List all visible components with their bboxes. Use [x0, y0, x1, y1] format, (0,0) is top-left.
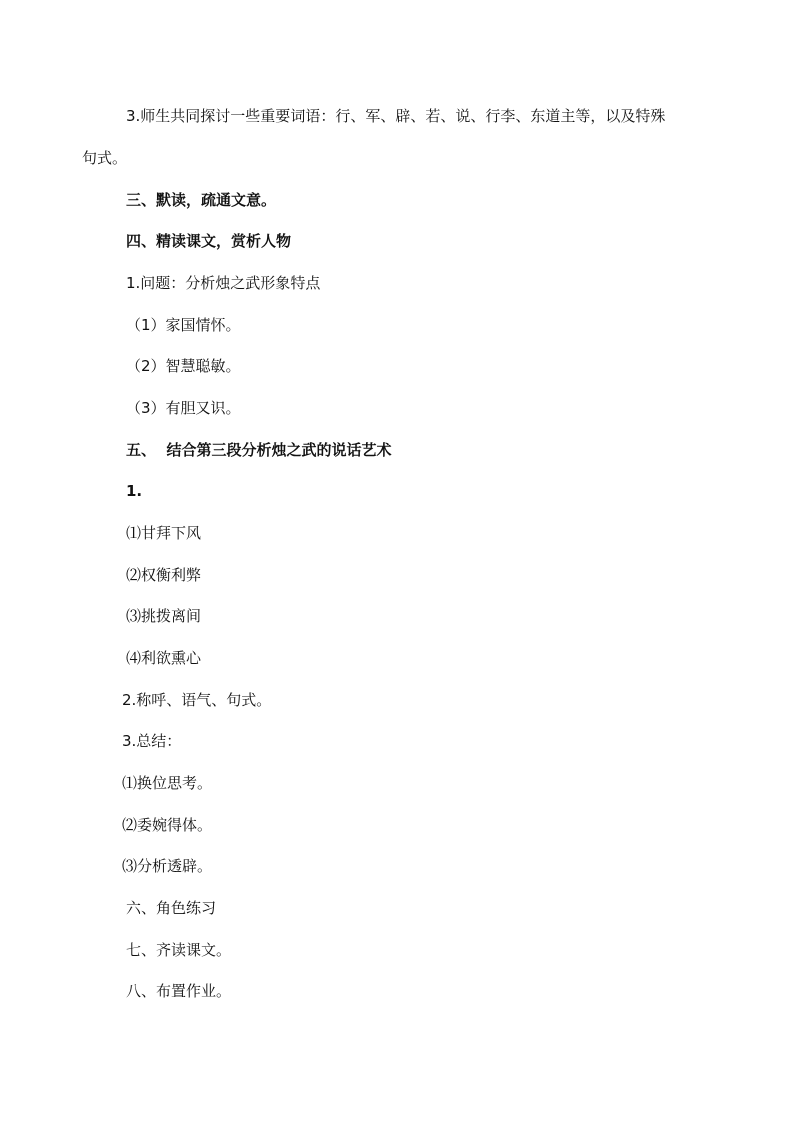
trait-item-2: （2）智慧聪敏。 — [126, 357, 241, 375]
heading-section-five-title: 析烛之武的说话艺术 — [256, 441, 392, 459]
summary-point-1: ⑴换位思考。 — [122, 774, 213, 792]
speech-point-4: ⑷利欲熏心 — [126, 649, 202, 667]
heading-section-three: 三、默读，疏通文意。 — [126, 191, 277, 209]
heading-section-six: 六、角色练习 — [126, 899, 217, 917]
trait-item-1: （1）家国情怀。 — [126, 316, 241, 334]
heading-section-eight: 八、布置作业。 — [126, 982, 232, 1000]
heading-section-seven: 七、齐读课文。 — [126, 941, 232, 959]
summary-point-2: ⑵委婉得体。 — [122, 816, 213, 834]
paragraph-vocabulary-continuation: 句式。 — [82, 149, 128, 167]
speech-point-3: ⑶挑拨离间 — [126, 607, 202, 625]
summary-point-3: ⑶分析透辟。 — [122, 857, 213, 875]
subheading-three: 3.总结： — [122, 732, 182, 750]
heading-section-five — [126, 440, 391, 460]
heading-section-five-prefix: 五、 结合第三段分 — [126, 441, 257, 459]
speech-point-1: ⑴甘拜下风 — [126, 524, 202, 542]
heading-section-four: 四、精读课文，赏析人物 — [126, 232, 292, 250]
question-character-traits: 1.问题：分析烛之武形象特点 — [126, 274, 321, 292]
trait-item-3: （3）有胆又识。 — [126, 399, 241, 417]
paragraph-vocabulary-discussion: 3.师生共同探讨一些重要词语：行、军、辟、若、说、行李、东道主等，以及特殊 — [126, 107, 666, 125]
speech-point-2: ⑵权衡利弊 — [126, 566, 202, 584]
subheading-two: 2.称呼、语气、句式。 — [122, 691, 272, 709]
subheading-one: 1. — [126, 482, 143, 500]
